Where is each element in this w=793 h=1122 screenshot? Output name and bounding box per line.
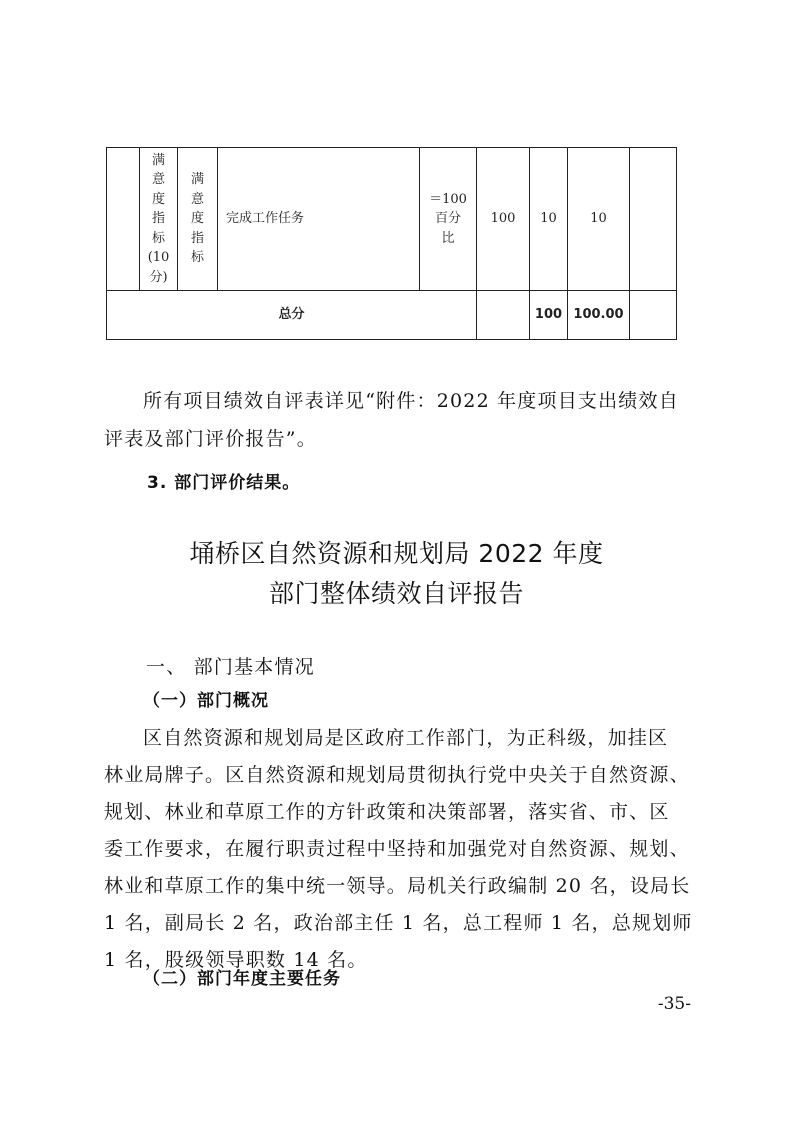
- char: 度: [190, 211, 204, 227]
- second-level-indicator-cell: [178, 148, 218, 291]
- char: 满: [190, 172, 204, 188]
- attachment-paragraph-line2: 评表及部门评价报告”。: [104, 428, 317, 450]
- attachment-paragraph-line1: 所有项目绩效自评表详见“附件：2022 年度项目支出绩效自: [143, 390, 679, 412]
- score-cell: 10: [568, 148, 630, 291]
- target-line: 比: [441, 230, 455, 246]
- first-level-indicator-cell: [140, 148, 178, 291]
- char: 意: [151, 172, 165, 188]
- body-line: 区自然资源和规划局是区政府工作部门，为正科级，加挂区: [143, 727, 669, 749]
- char: (10: [147, 250, 170, 266]
- char: 指: [190, 230, 204, 246]
- char: 分): [149, 269, 168, 285]
- total-actual-cell: [477, 291, 530, 340]
- body-line: 林业和草原工作的集中统一领导。局机关行政编制 20 名，设局长: [104, 875, 691, 897]
- body-line: 1 名，股级领导职数 14 名。: [104, 949, 368, 971]
- section-heading-1: 一、 部门基本情况: [146, 656, 315, 678]
- subsection-heading-2: （二）部门年度主要任务: [143, 969, 341, 989]
- char: 标: [151, 230, 165, 246]
- target-line: 百分: [434, 211, 461, 227]
- char: 指: [151, 211, 165, 227]
- body-line: 委工作要求，在履行职责过程中坚持和加强党对自然资源、规划、: [104, 838, 690, 860]
- weight-cell: 10: [530, 148, 568, 291]
- char: 度: [151, 191, 165, 207]
- char: 标: [190, 250, 204, 266]
- actual-value-cell: 100: [477, 148, 530, 291]
- char: 意: [190, 191, 204, 207]
- total-score-cell: 100.00: [568, 291, 630, 340]
- page-number: -35-: [657, 994, 691, 1014]
- total-note-cell: [630, 291, 677, 340]
- total-label-cell: 总分: [107, 291, 477, 340]
- char: 满: [151, 152, 165, 168]
- target-line: ＝100: [429, 191, 467, 207]
- table-row-total: [107, 291, 677, 340]
- subsection-heading-1: （一）部门概况: [143, 691, 269, 711]
- body-line: 规划、林业和草原工作的方针政策和决策部署，落实省、市、区: [104, 801, 670, 823]
- total-weight-cell: 100: [530, 291, 568, 340]
- indicator-cell: 完成工作任务: [218, 148, 420, 291]
- table-row-satisfaction: [107, 148, 677, 291]
- body-line: 林业局牌子。区自然资源和规划局贯彻执行党中央关于自然资源、: [104, 764, 690, 786]
- performance-table: [106, 147, 677, 340]
- report-title-line2: 部门整体绩效自评报告: [268, 579, 524, 608]
- section-3-heading: 3. 部门评价结果。: [147, 473, 301, 493]
- report-title-line1: 埇桥区自然资源和规划局 2022 年度: [189, 539, 604, 568]
- empty-level1-cell: [107, 148, 140, 291]
- note-cell: [630, 148, 677, 291]
- body-line: 1 名，副局长 2 名，政治部主任 1 名，总工程师 1 名，总规划师: [104, 912, 693, 934]
- target-value-cell: [420, 148, 477, 291]
